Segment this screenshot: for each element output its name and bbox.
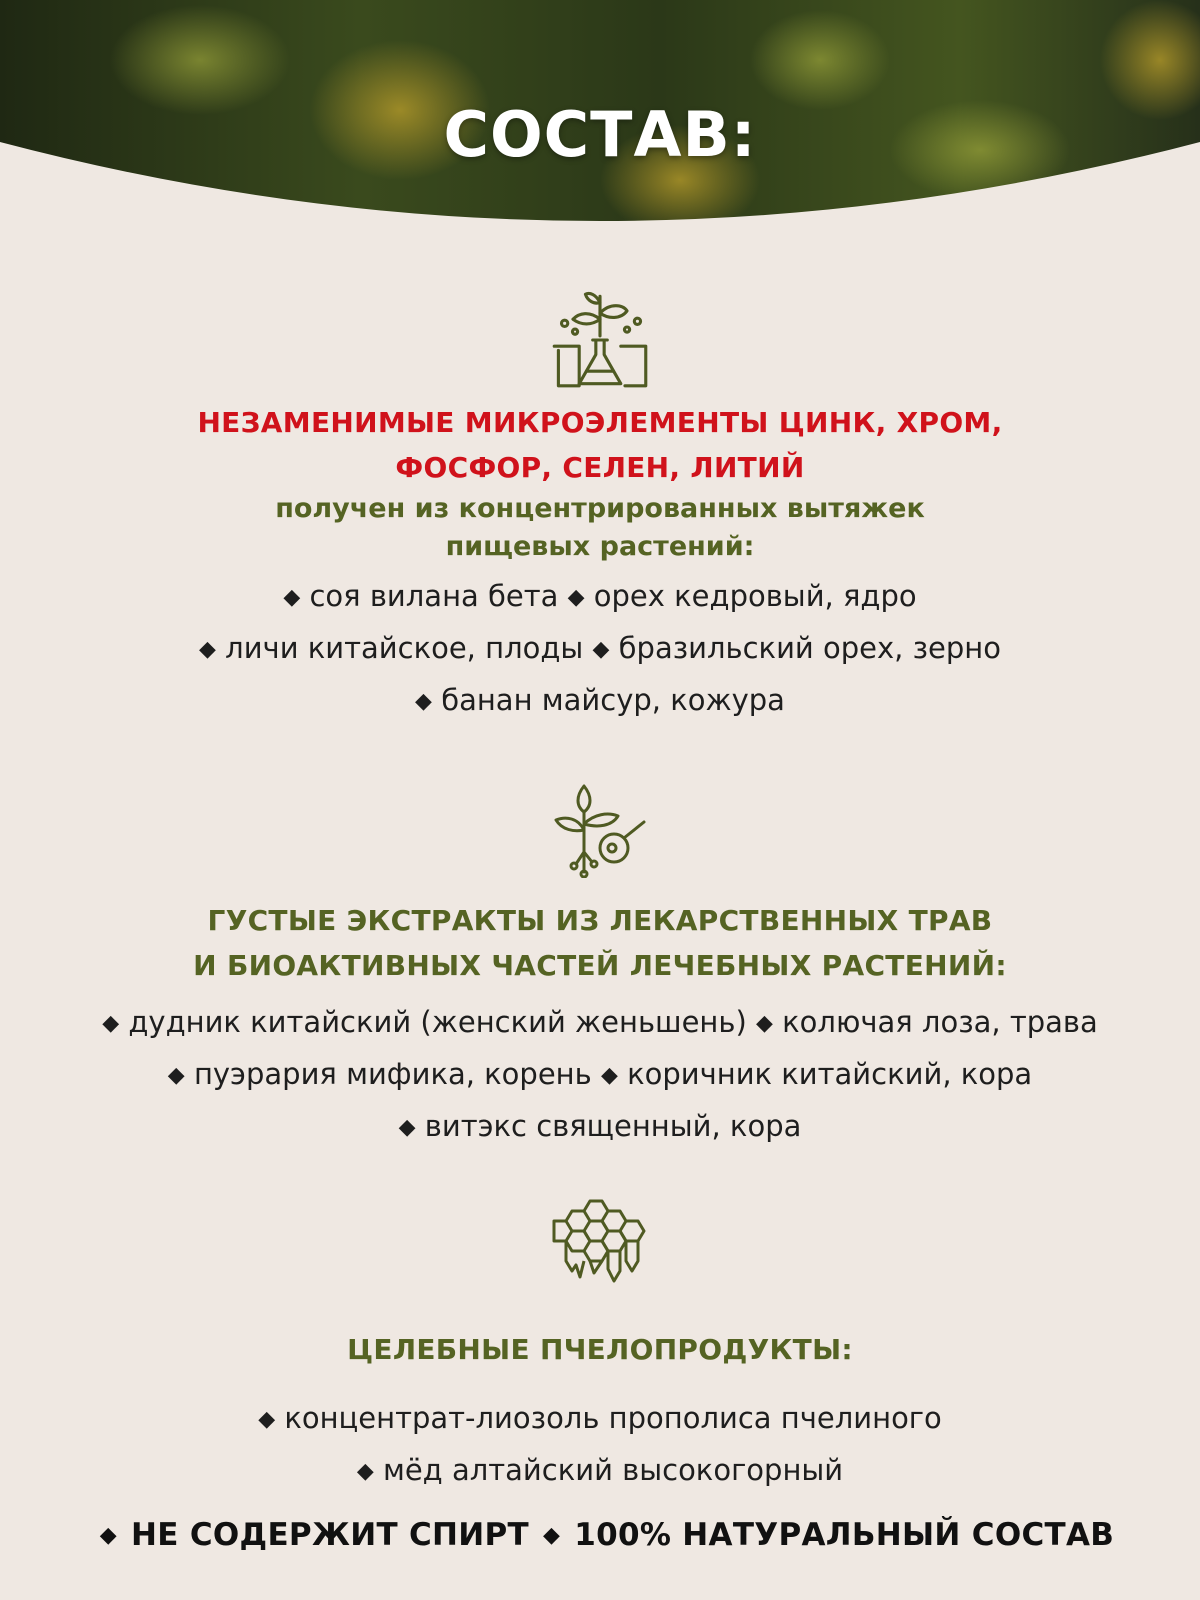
section-heading: ФОСФОР, СЕЛЕН, ЛИТИЙ (395, 451, 805, 484)
section-herbal-extracts (0, 782, 1200, 1154)
list-item: бразильский орех, зерно (618, 631, 1001, 665)
section-bee-products (0, 1197, 1200, 1498)
section-heading: ЦЕЛЕБНЫЕ ПЧЕЛОПРОДУКТЫ: (347, 1333, 853, 1366)
list-item: колючая лоза, трава (782, 1005, 1098, 1039)
list-item: соя вилана бета (309, 579, 559, 613)
honeycomb-icon (550, 1197, 650, 1305)
list-item: мёд алтайский высокогорный (382, 1453, 844, 1487)
section-heading: ГУСТЫЕ ЭКСТРАКТЫ ИЗ ЛЕКАРСТВЕННЫХ ТРАВ (207, 904, 993, 937)
list-item: орех кедровый, ядро (593, 579, 917, 613)
section-subheading: пищевых растений: (445, 531, 755, 562)
list-item: концентрат-лиозоль прополиса пчелиного (284, 1401, 942, 1435)
list-item: личи китайское, плоды (225, 631, 584, 665)
list-item: витэкс священный, кора (424, 1109, 802, 1143)
herb-mortar-icon (550, 782, 650, 878)
list-item: дудник китайский (женский женьшень) (128, 1005, 747, 1039)
list-item: пуэрария мифика, корень (193, 1057, 592, 1091)
footer-claims: ◆ НЕ СОДЕРЖИТ СПИРТ ◆ 100% НАТУРАЛЬНЫЙ СОСТАВ (99, 1517, 1115, 1553)
section-microelements (0, 288, 1200, 728)
footer-claim: НЕ СОДЕРЖИТ СПИРТ (131, 1517, 529, 1553)
list-item: коричник китайский, кора (627, 1057, 1033, 1091)
ingredient-list: ◆ концентрат-лиозоль прополиса пчелиного ◆ мёд алтайский высокогорный (258, 1401, 942, 1487)
page-title: СОСТАВ: (443, 98, 757, 171)
list-item: банан майсур, кожура (441, 683, 785, 717)
ingredient-list: ◆ соя вилана бета ◆ орех кедровый, ядро ◆ личи китайское, плоды ◆ бразильский орех, зерно ◆ банан майсур, кожура (199, 579, 1001, 717)
section-subheading: получен из концентрированных вытяжек (275, 493, 925, 524)
plant-flask-icon (548, 288, 652, 392)
hero-banner (0, 0, 1200, 240)
section-heading: НЕЗАМЕНИМЫЕ МИКРОЭЛЕМЕНТЫ ЦИНК, ХРОМ, (197, 406, 1003, 439)
footer-claim: 100% НАТУРАЛЬНЫЙ СОСТАВ (574, 1517, 1115, 1553)
section-heading: И БИОАКТИВНЫХ ЧАСТЕЙ ЛЕЧЕБНЫХ РАСТЕНИЙ: (193, 949, 1007, 982)
ingredient-list: ◆ дудник китайский (женский женьшень) ◆ колючая лоза, трава ◆ пуэрария мифика, корень ◆ коричник китайский, кора ◆ витэкс священный, кора (102, 1005, 1098, 1143)
